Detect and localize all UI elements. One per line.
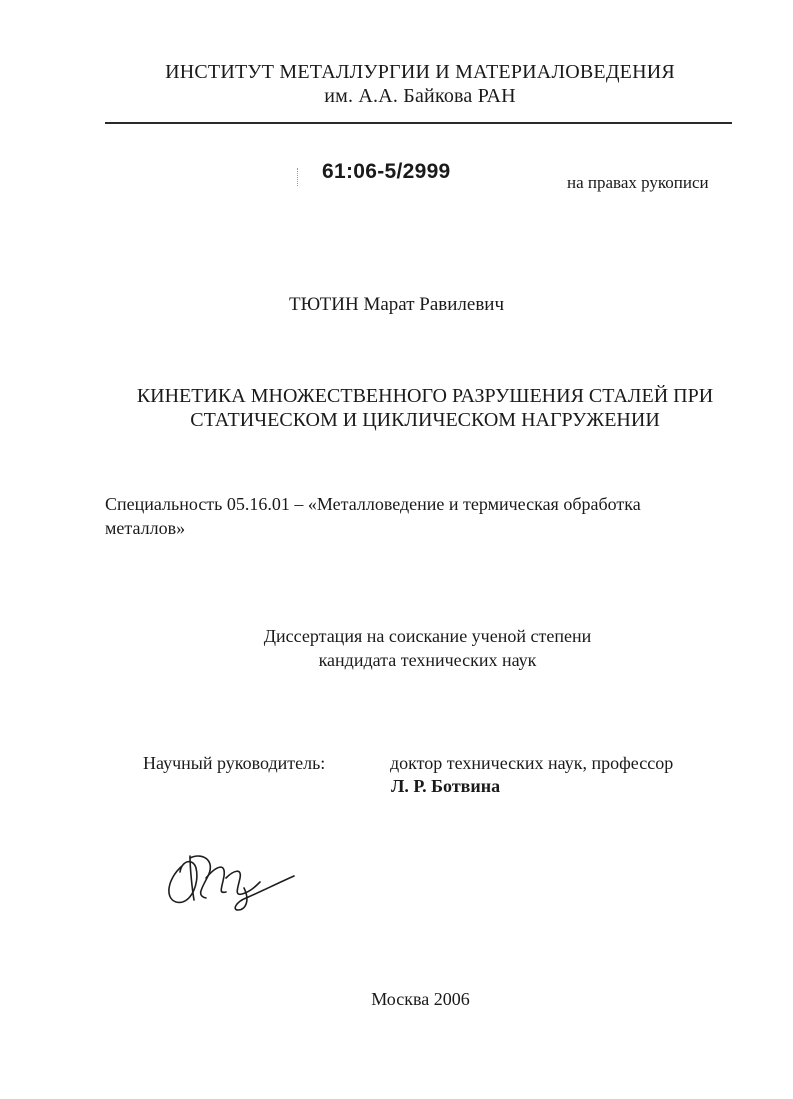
institute-heading [60, 60, 780, 108]
scan-artifact [297, 168, 300, 186]
manuscript-rights: на правах рукописи [567, 173, 709, 192]
city-and-year: Москва 2006 [371, 989, 470, 1009]
handwritten-signature [160, 848, 300, 918]
archive-code: 61:06-5/2999 [322, 160, 451, 183]
institute-name: ИНСТИТУТ МЕТАЛЛУРГИИ И МАТЕРИАЛОВЕДЕНИЯ [165, 61, 675, 83]
specialty-line-1: Специальность 05.16.01 – «Металловедение и термическая обработка [105, 494, 641, 514]
advisor-label: Научный руководитель: [143, 753, 326, 773]
author-name: ТЮТИН Марат Равилевич [288, 294, 505, 315]
institute-affiliation: им. А.А. Байкова РАН [324, 85, 516, 107]
title-line-1: КИНЕТИКА МНОЖЕСТВЕННОГО РАЗРУШЕНИЯ СТАЛЕЙ ПРИ [136, 385, 714, 407]
dissertation-title [60, 384, 790, 432]
specialty-line-2: металлов» [105, 518, 186, 538]
title-line-2: СТАТИЧЕСКОМ И ЦИКЛИЧЕСКОМ НАГРУЖЕНИИ [190, 409, 660, 431]
advisor-name: Л. Р. Ботвина [391, 776, 501, 796]
header-divider [105, 122, 732, 124]
degree-line-1: Диссертация на соискание ученой степени [263, 626, 592, 646]
degree-statement [0, 624, 793, 672]
degree-line-2: кандидата технических наук [318, 650, 537, 670]
advisor-degree: доктор технических наук, профессор [390, 753, 674, 773]
specialty-text [105, 492, 745, 540]
